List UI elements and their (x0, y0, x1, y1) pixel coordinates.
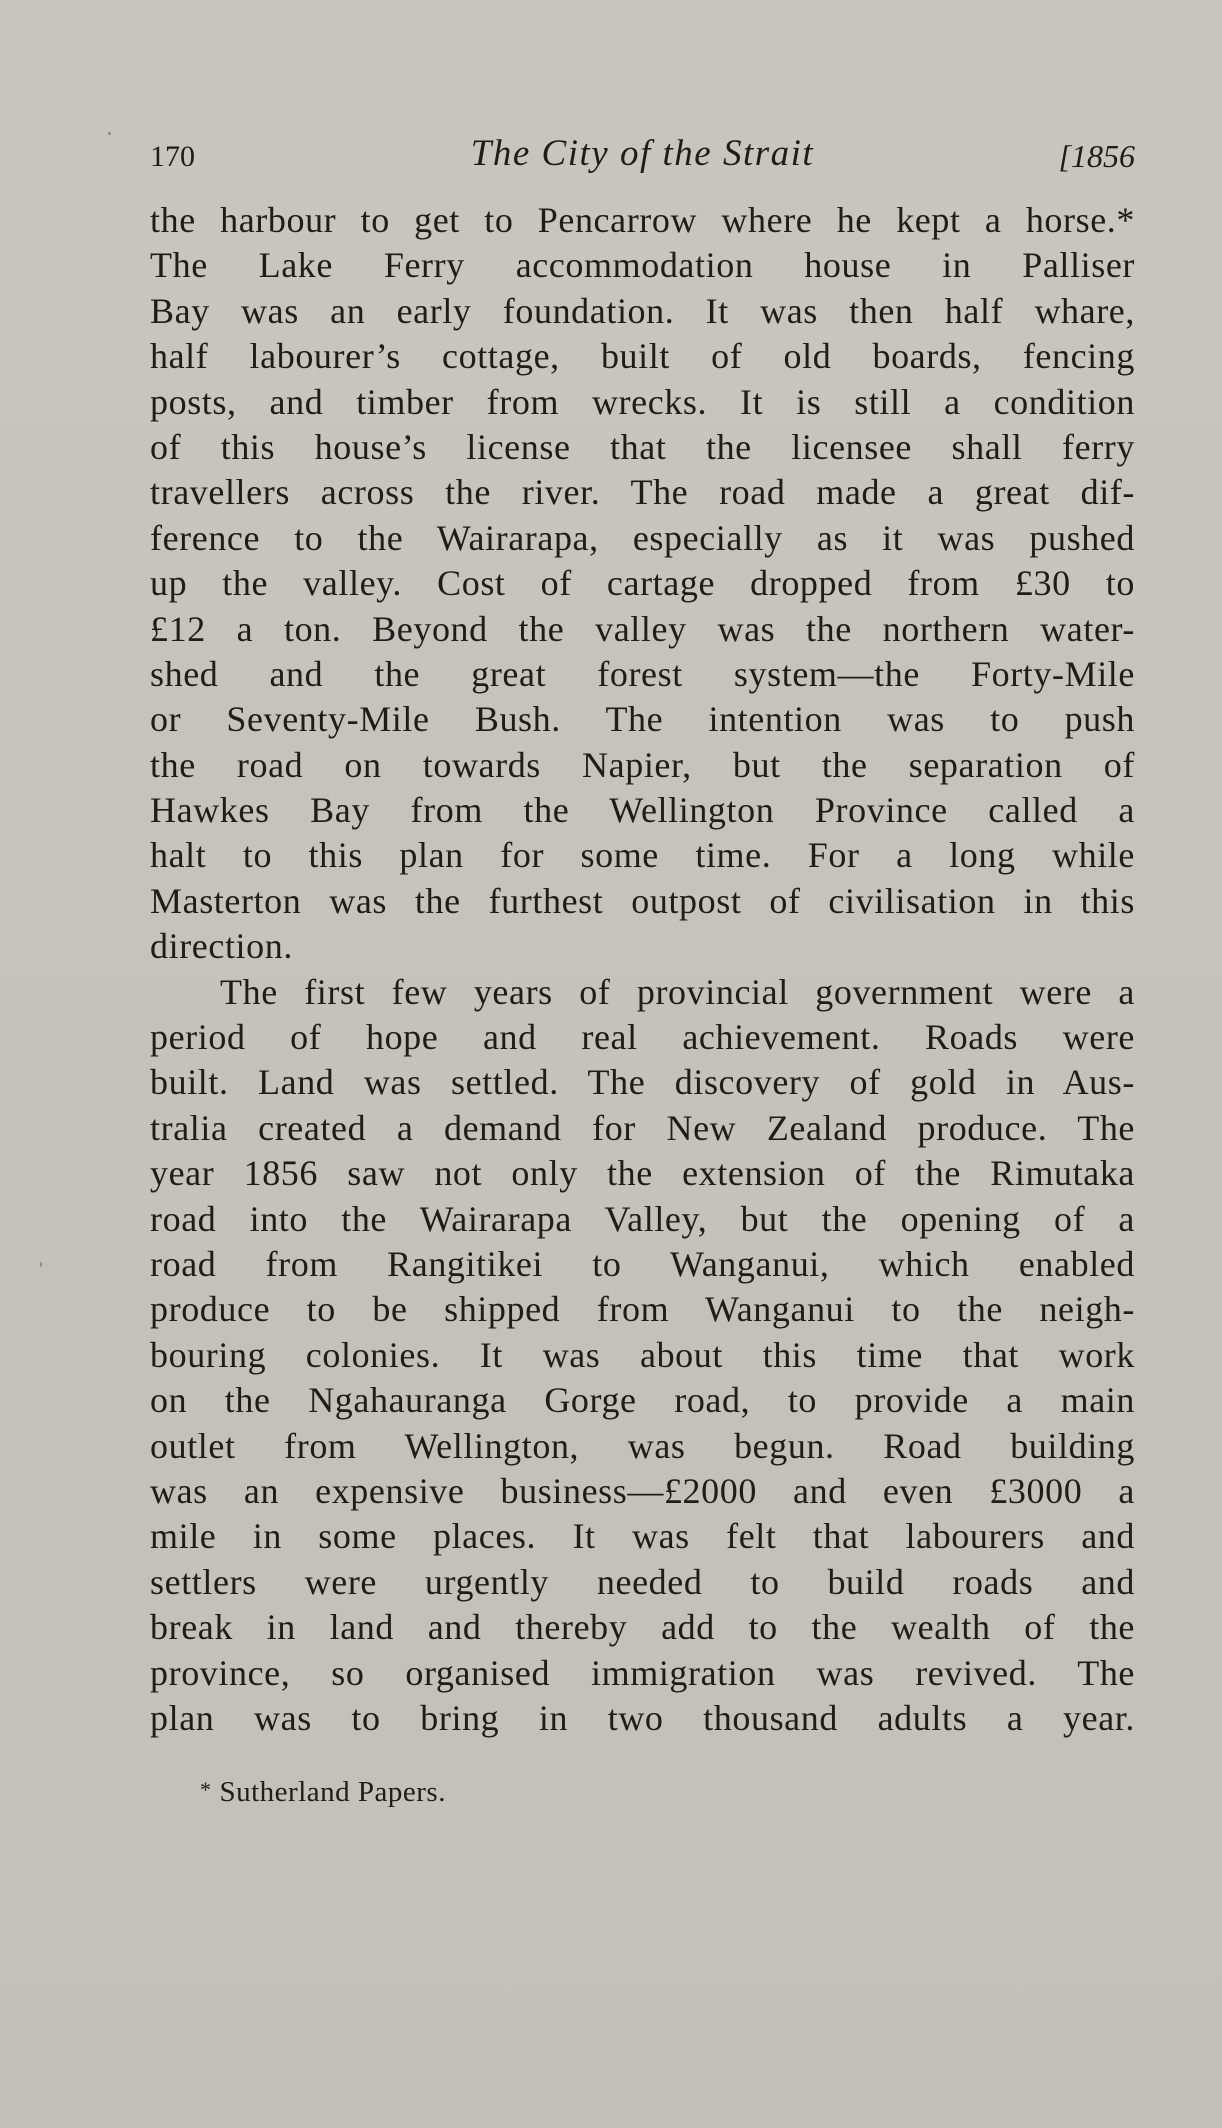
text-line: mile in some places. It was felt that labourers and (150, 1516, 1135, 1557)
text-line: the harbour to get to Pencarrow where he kept a horse.* (150, 200, 1135, 240)
text-line: posts, and timber from wrecks. It is still a condition (150, 381, 1135, 422)
running-year: [1856 (1058, 138, 1135, 174)
paper-speck (108, 132, 111, 135)
running-title: The City of the Strait (470, 133, 815, 174)
text-line: The Lake Ferry accommodation house in Palliser (150, 245, 1135, 286)
text-line: half labourer’s cottage, built of old boards, fencing (150, 336, 1135, 377)
text-line: of this house’s license that the licensee shall ferry (150, 426, 1135, 467)
text-line-paragraph-start: The first few years of provincial government were a (220, 971, 1135, 1012)
text-line: built. Land was settled. The discovery of gold in Aus- (150, 1062, 1135, 1103)
footnote (200, 1776, 446, 1809)
text-line: Bay was an early foundation. It was then half whare, (150, 290, 1135, 331)
text-line: bouring colonies. It was about this time that work (150, 1334, 1135, 1375)
text-line: outlet from Wellington, was begun. Road building (150, 1425, 1135, 1466)
text-line: tralia created a demand for New Zealand produce. The (150, 1107, 1135, 1148)
footnote-text: Sutherland Papers. (219, 1776, 446, 1808)
text-line: province, so organised immigration was revived. The (150, 1652, 1135, 1693)
text-line: £12 a ton. Beyond the valley was the northern water- (150, 608, 1135, 649)
text-line: plan was to bring in two thousand adults a year. (150, 1697, 1135, 1738)
text-line: road into the Wairarapa Valley, but the opening of a (150, 1198, 1135, 1239)
text-line: on the Ngahauranga Gorge road, to provide a main (150, 1380, 1135, 1421)
text-line: settlers were urgently needed to build roads and (150, 1561, 1135, 1602)
text-line: break in land and thereby add to the wealth of the (150, 1607, 1135, 1648)
text-line: year 1856 saw not only the extension of the Rimutaka (150, 1153, 1135, 1194)
text-line: up the valley. Cost of cartage dropped from £30 to (150, 563, 1135, 604)
text-line: direction. (150, 926, 293, 967)
text-line: was an expensive business—£2000 and even £3000 a (150, 1470, 1135, 1511)
text-line: the road on towards Napier, but the separation of (150, 744, 1135, 785)
text-line: road from Rangitikei to Wanganui, which enabled (150, 1243, 1135, 1284)
text-line: or Seventy-Mile Bush. The intention was to push (150, 699, 1135, 740)
text-line: Masterton was the furthest outpost of civilisation in this (150, 880, 1135, 921)
text-line: Hawkes Bay from the Wellington Province called a (150, 790, 1135, 831)
page-number: 170 (150, 140, 195, 173)
text-line: produce to be shipped from Wanganui to the neigh- (150, 1289, 1135, 1330)
text-line: period of hope and real achievement. Roads were (150, 1017, 1135, 1058)
text-line: halt to this plan for some time. For a long while (150, 835, 1135, 876)
text-line: ference to the Wairarapa, especially as it was pushed (150, 517, 1135, 558)
body-text (150, 198, 1135, 1741)
running-header (150, 132, 1135, 182)
paper-speck (40, 1262, 42, 1267)
footnote-marker: * (200, 1777, 212, 1802)
text-line: shed and the great forest system—the Forty-Mile (150, 653, 1135, 694)
text-line: travellers across the river. The road made a great dif- (150, 472, 1135, 513)
